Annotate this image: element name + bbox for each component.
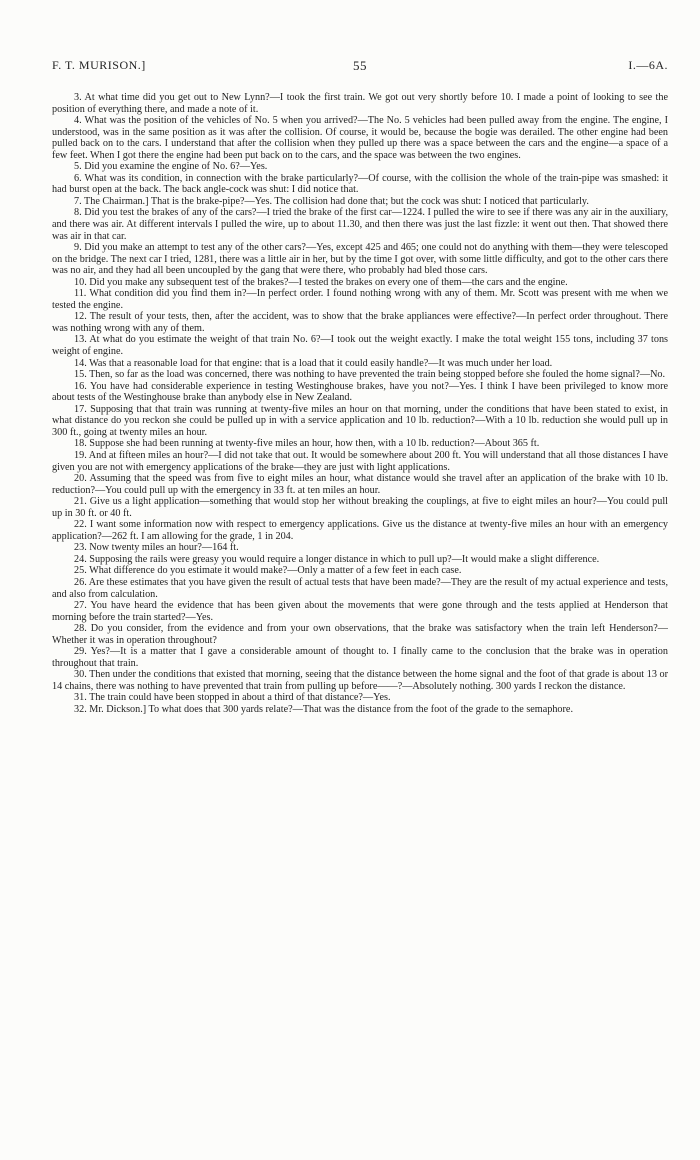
question-7: 7. The Chairman.] That is the brake-pipe?—Yes. The collision had done that; but the cock was shut: I noticed that particularly. bbox=[74, 195, 589, 207]
question-21: 21. Give us a light application—something that would stop her without breaking the couplings, at five to eight miles an hour?—You could pull up in 30 ft. or 40 ft. bbox=[52, 496, 668, 519]
question-29: 29. Yes?—It is a matter that I gave a considerable amount of thought to. I finally came to the conclusion that the brake was in operation throughout that train. bbox=[52, 646, 668, 669]
question-28: 28. Do you consider, from the evidence and from your own observations, that the brake was satisfactory when the train left Henderson?—Whether it was in operation throughout? bbox=[52, 623, 668, 646]
question-25: 25. What difference do you estimate it would make?—Only a matter of a few feet in each case. bbox=[74, 565, 462, 577]
question-17: 17. Supposing that that train was running at twenty-five miles an hour on that morning, under the conditions that have been stated to exist, in what distance do you reckon she could be pulled up in with a service application and 10 lb. reduction?—With a 10 lb. reduction she would pull up in 300 ft., going at twenty miles an hour. bbox=[52, 403, 668, 438]
question-30: 30. Then under the conditions that existed that morning, seeing that the distance between the home signal and the foot of that grade is about 13 or 14 chains, there was nothing to have prevented that train from pulling up before——?—Absolutely nothing. 300 yards I reckon the distance. bbox=[52, 669, 668, 692]
question-13: 13. At what do you estimate the weight of that train No. 6?—I took out the weight exactly. I make the total weight 155 tons, including 37 tons weight of engine. bbox=[52, 334, 668, 358]
question-5: 5. Did you examine the engine of No. 6?—Yes. bbox=[74, 161, 268, 173]
question-6: 6. What was its condition, in connection with the brake particularly?—Of course, with the collision the whole of the train-pipe was smashed: it had burst open at the back. The back angle-cock was shut: I did notice that. bbox=[52, 172, 668, 196]
testimony-body bbox=[52, 92, 668, 716]
question-19: 19. And at fifteen miles an hour?—I did not take that out. It would be somewhere about 200 ft. You will understand that all those distances I have given you are not with emergency applications of the brake—they are just with light applications. bbox=[52, 449, 668, 473]
page-number: 55 bbox=[353, 58, 367, 73]
question-22: 22. I want some information now with respect to emergency applications. Give us the distance at twenty-five miles an hour with an emergency application?—262 ft. I am allowing for the grade, 1 in 204. bbox=[52, 519, 668, 542]
question-24: 24. Supposing the rails were greasy you would require a longer distance in which to pull up?—It would make a slight difference. bbox=[74, 553, 600, 565]
question-16: 16. You have had considerable experience in testing Westinghouse brakes, have you not?—Yes. I think I have been privileged to know more about tests of the Westinghouse brake than anybody else in New Zealand. bbox=[52, 380, 668, 404]
question-18: 18. Suppose she had been running at twenty-five miles an hour, how then, with a 10 lb. reduction?—About 365 ft. bbox=[74, 438, 540, 450]
question-20: 20. Assuming that the speed was from five to eight miles an hour, what distance would she travel after an application of the brake with 10 lb. reduction?—You could pull up with the emergency in 33 ft. at ten miles an hour. bbox=[52, 473, 668, 496]
question-4: 4. What was the position of the vehicles of No. 5 when you arrived?—The No. 5 vehicles had been pulled away from the engine. The engine, I understood, was in the same position as it was after the collision. Of course, it would be, because the bogie was derailed. The other engine had been pulled back on to the cars. I understand that after the collision when they pulled up there was a space between the cars and the engine—a space of a few feet. When I got there the engine had been put back on to the cars, and the space was between the two engines. bbox=[52, 115, 668, 161]
question-3: 3. At what time did you get out to New Lynn?—I took the first train. We got out very shortly before 10. I made a point of looking to see the position of everything there, and made a note of it. bbox=[52, 92, 668, 115]
question-10: 10. Did you make any subsequent test of the brakes?—I tested the brakes on every one of them—the cars and the engine. bbox=[74, 276, 568, 288]
question-26: 26. Are these estimates that you have given the result of actual tests that have been made?—They are the result of my actual experience and tests, and also from calculation. bbox=[52, 576, 668, 600]
question-12: 12. The result of your tests, then, after the accident, was to show that the brake appliances were effective?—In perfect order throughout. There was nothing wrong with any of them. bbox=[52, 311, 668, 334]
question-32: 32. Mr. Dickson.] To what does that 300 yards relate?—That was the distance from the foot of the grade to the semaphore. bbox=[74, 703, 573, 715]
question-27: 27. You have heard the evidence that has been given about the movements that were gone through and the tests applied at Henderson that morning before the train started?—Yes. bbox=[52, 600, 668, 623]
question-23: 23. Now twenty miles an hour?—164 ft. bbox=[74, 542, 239, 554]
question-8: 8. Did you test the brakes of any of the cars?—I tried the brake of the first car—1224. I pulled the wire to see if there was any air in the auxiliary, and there was air. At different intervals I pulled the wire, up to about 11.30, and then there was just the last fizzle: it went out then. That showed there was air in that car. bbox=[52, 207, 668, 242]
question-31: 31. The train could have been stopped in about a third of that distance?—Yes. bbox=[74, 692, 391, 704]
witness-name: F. T. MURISON.] bbox=[52, 58, 146, 72]
document-reference: I.—6A. bbox=[628, 58, 668, 72]
question-11: 11. What condition did you find them in?—In perfect order. I found nothing wrong with any of them. Mr. Scott was present with me when we tested the engine. bbox=[52, 288, 668, 311]
question-9: 9. Did you make an attempt to test any of the other cars?—Yes, except 425 and 465; one could not do anything with them—they were telescoped on the bridge. The next car I tried, 1281, there was a little air in her, but by the time I got over, with some little difficulty, and got to the other cars there was no air, and they had all been uncoupled by the gang that were there, who probably had bled those cars. bbox=[52, 242, 668, 277]
question-15: 15. Then, so far as the load was concerned, there was nothing to have prevented the train being stopped before she fouled the home signal?—No. bbox=[74, 369, 666, 381]
page-header bbox=[52, 58, 668, 78]
question-14: 14. Was that a reasonable load for that engine: that is a load that it could easily handle?—It was much under her load. bbox=[74, 357, 553, 369]
